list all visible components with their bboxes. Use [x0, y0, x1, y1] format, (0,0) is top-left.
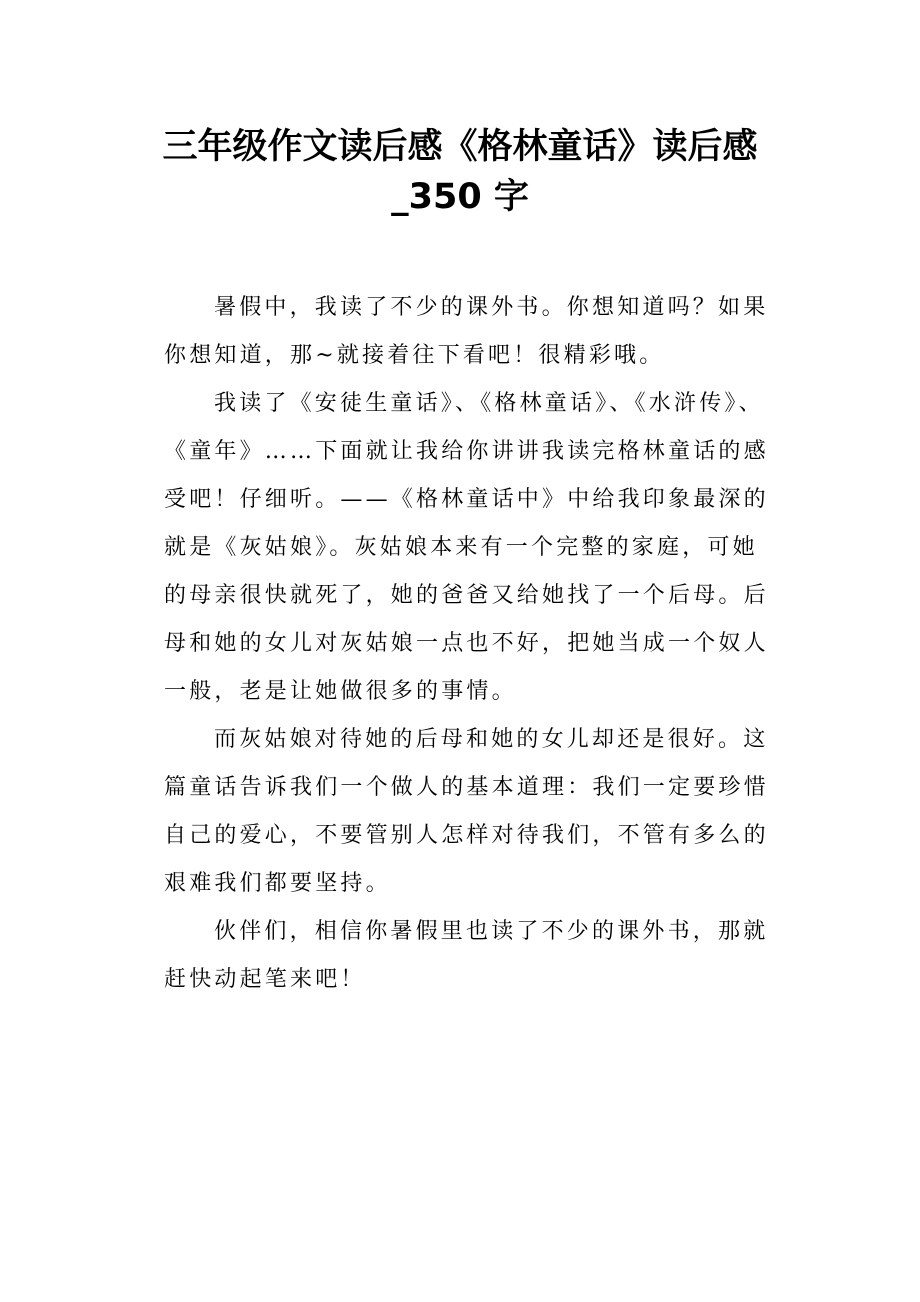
paragraph-1	[164, 284, 769, 380]
text-line: 自己的爱心，不要管别人怎样对待我们，不管有多么的	[164, 823, 769, 848]
text-line: 赶快动起笔来吧！	[164, 967, 366, 992]
paragraph-2	[164, 380, 769, 716]
paragraph-4	[164, 908, 769, 1004]
text-line: 就是《灰姑娘》。灰姑娘本来有一个完整的家庭，可她	[164, 535, 758, 560]
paragraph-3	[164, 716, 769, 908]
text-line: 母和她的女儿对灰姑娘一点也不好，把她当成一个奴人	[164, 631, 769, 656]
text-line: 我读了《安徒生童话》、《格林童话》、《水浒传》、	[214, 391, 764, 416]
page-title	[100, 122, 820, 222]
title-line-2: _350 字	[391, 177, 529, 217]
text-line: 一般，老是让她做很多的事情。	[164, 679, 517, 704]
text-line: 你想知道，那~就接着往下看吧！很精彩哦。	[164, 343, 665, 368]
text-line: 而灰姑娘对待她的后母和她的女儿却还是很好。这	[214, 727, 769, 752]
text-line: 艰难我们都要坚持。	[164, 871, 391, 896]
article-body	[164, 284, 769, 1004]
text-line: 伙伴们，相信你暑假里也读了不少的课外书，那就	[214, 919, 769, 944]
text-line: 《童年》……下面就让我给你讲讲我读完格林童话的感	[164, 439, 769, 464]
text-line: 受吧！仔细听。——《格林童话中》中给我印象最深的	[164, 487, 769, 512]
text-line: 暑假中，我读了不少的课外书。你想知道吗？如果	[214, 295, 769, 320]
title-line-1: 三年级作文读后感《格林童话》读后感	[162, 127, 758, 167]
text-line: 篇童话告诉我们一个做人的基本道理：我们一定要珍惜	[164, 775, 769, 800]
text-line: 的母亲很快就死了，她的爸爸又给她找了一个后母。后	[164, 583, 769, 608]
